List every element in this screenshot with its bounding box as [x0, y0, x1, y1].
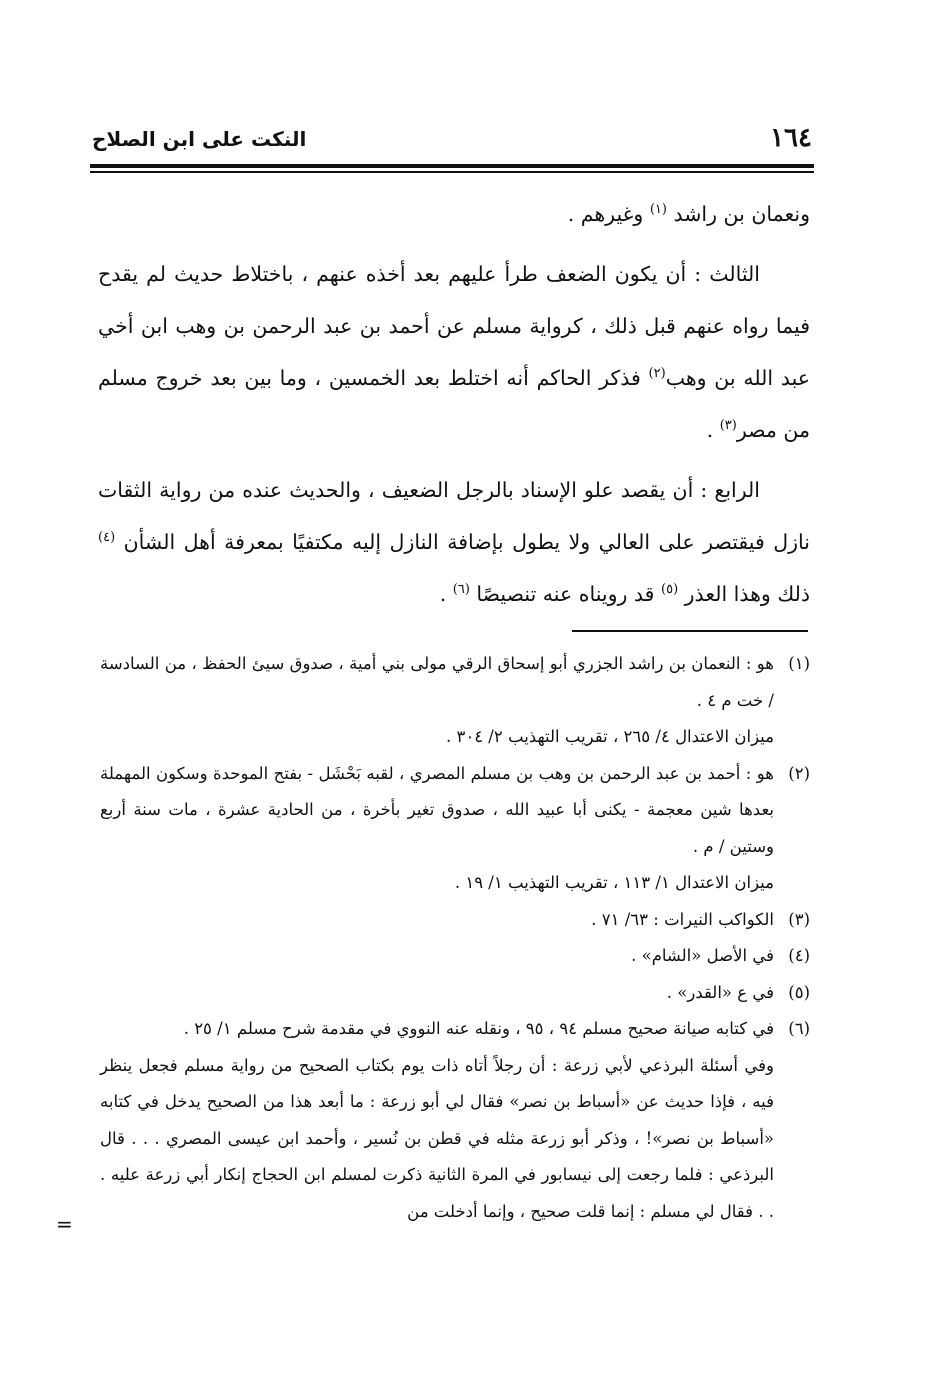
- footnote-number: (٥): [788, 982, 810, 1002]
- footnote-line: ميزان الاعتدال ٤/ ٢٦٥ ، تقريب التهذيب ٢/ ٣٠٤ .: [445, 727, 774, 746]
- paragraph-3: [98, 464, 810, 620]
- footnote-body: [100, 902, 774, 939]
- header-rule-thick: [90, 164, 814, 168]
- paragraph-1: [98, 188, 810, 240]
- continuation-mark: =: [56, 1212, 73, 1236]
- footnote-line: هو : النعمان بن راشد الجزري أبو إسحاق الرقي مولى بني أمية ، صدوق سيئ الحفظ ، من السادسة / خت م ٤ .: [100, 654, 774, 710]
- text-run: فذكر الحاكم أنه اختلط بعد الخمسين ، وما بين بعد خروج مسلم من مصر: [98, 366, 810, 442]
- footnote-6: [100, 1011, 810, 1230]
- footnote-body: [100, 646, 774, 756]
- footnote-number: (١): [788, 654, 810, 673]
- footnote-body: [100, 975, 774, 1012]
- footnote-number: (٢): [788, 763, 810, 783]
- text-run: .: [439, 582, 453, 606]
- footnote-2: [100, 756, 810, 902]
- footnote-ref-2[interactable]: (٢): [648, 366, 666, 382]
- footnote-ref-1[interactable]: (١): [649, 202, 667, 218]
- footnote-1: [100, 646, 810, 756]
- footnote-number: (٦): [788, 1019, 810, 1038]
- footnote-line: في كتابه صيانة صحيح مسلم ٩٤ ، ٩٥ ، ونقله عنه النووي في مقدمة شرح مسلم ١/ ٢٥ .: [183, 1019, 774, 1038]
- footnote-ref-4[interactable]: (٤): [98, 530, 116, 546]
- text-run: وغيرهم .: [567, 202, 650, 226]
- text-run: ذلك وهذا العذر: [678, 582, 810, 606]
- footnote-ref-6[interactable]: (٦): [452, 582, 470, 598]
- footnote-line: ميزان الاعتدال ١/ ١١٣ ، تقريب التهذيب ١/ ١٩ .: [454, 873, 774, 892]
- footnote-line: في الأصل «الشام» .: [631, 946, 774, 965]
- footnotes: [100, 646, 810, 1230]
- text-run: الرابع : أن يقصد علو الإسناد بالرجل الضعيف ، والحديث عنده من رواية الثقات نازل فيقتصر على العالي ولا يطول بإضافة النازل إليه مكتفيًا بمعرفة أهل الشأن: [98, 478, 810, 554]
- footnote-body: [100, 756, 774, 902]
- footnote-line: الكواكب النيرات : ٦٣/ ٧١ .: [591, 909, 774, 929]
- footnote-ref-3[interactable]: (٣): [719, 418, 737, 434]
- footnote-ref-5[interactable]: (٥): [661, 582, 679, 598]
- main-text: [98, 188, 810, 628]
- footnote-line: هو : أحمد بن عبد الرحمن بن وهب بن مسلم المصري ، لقبه بَحْشَل - بفتح الموحدة وسكون المهملة بعدها شين معجمة - يكنى أبا عبيد الله ، صدوق تغير بأخرة ، من الحادية عشرة ، مات سنة أربع وستين / م .: [100, 763, 774, 856]
- text-run: الثالث : أن يكون الضعف طرأ عليهم بعد أخذه عنهم ، باختلاط حديث لم يقدح فيما رواه عنهم قبل ذلك ، كرواية مسلم عن أحمد بن عبد الرحمن بن وهب ابن أخي عبد الله بن وهب: [98, 262, 810, 390]
- text-run: قد رويناه عنه تنصيصًا: [469, 582, 661, 606]
- page-header: [92, 118, 812, 158]
- footnote-5: [100, 975, 810, 1012]
- footnote-number: (٣): [788, 909, 810, 929]
- paragraph-2: [98, 248, 810, 456]
- footnote-body: [100, 938, 774, 975]
- page-number: ١٦٤: [770, 123, 812, 153]
- text-run: ونعمان بن راشد: [666, 202, 810, 226]
- header-rule-thin: [90, 171, 814, 173]
- footnote-separator: [572, 630, 808, 632]
- running-title: النكت على ابن الصلاح: [92, 127, 307, 151]
- footnote-4: [100, 938, 810, 975]
- footnote-line: وفي أسئلة البرذعي لأبي زرعة : أن رجلاً أتاه ذات يوم بكتاب الصحيح من رواية مسلم فجعل ينظر فيه ، فإذا حديث عن «أسباط بن نصر» فقال لي أبو زرعة : ما أبعد هذا من الصحيح يدخل في كتابه «أسباط بن نصر»! ، وذكر أبو زرعة مثله في قطن بن نُسير ، وأحمد ابن عيسى المصري . . . قال البرذعي : فلما رجعت إلى نيسابور في المرة الثانية ذكرت لمسلم ابن الحجاج إنكار أبي زرعة عليه . . . فقال لي مسلم : إنما قلت صحيح ، وإنما أدخلت من: [100, 1055, 774, 1221]
- footnote-line: في ع «القدر» .: [666, 982, 774, 1002]
- footnote-3: [100, 902, 810, 939]
- footnote-body: [100, 1011, 774, 1230]
- text-run: .: [706, 418, 720, 442]
- footnote-number: (٤): [788, 946, 810, 965]
